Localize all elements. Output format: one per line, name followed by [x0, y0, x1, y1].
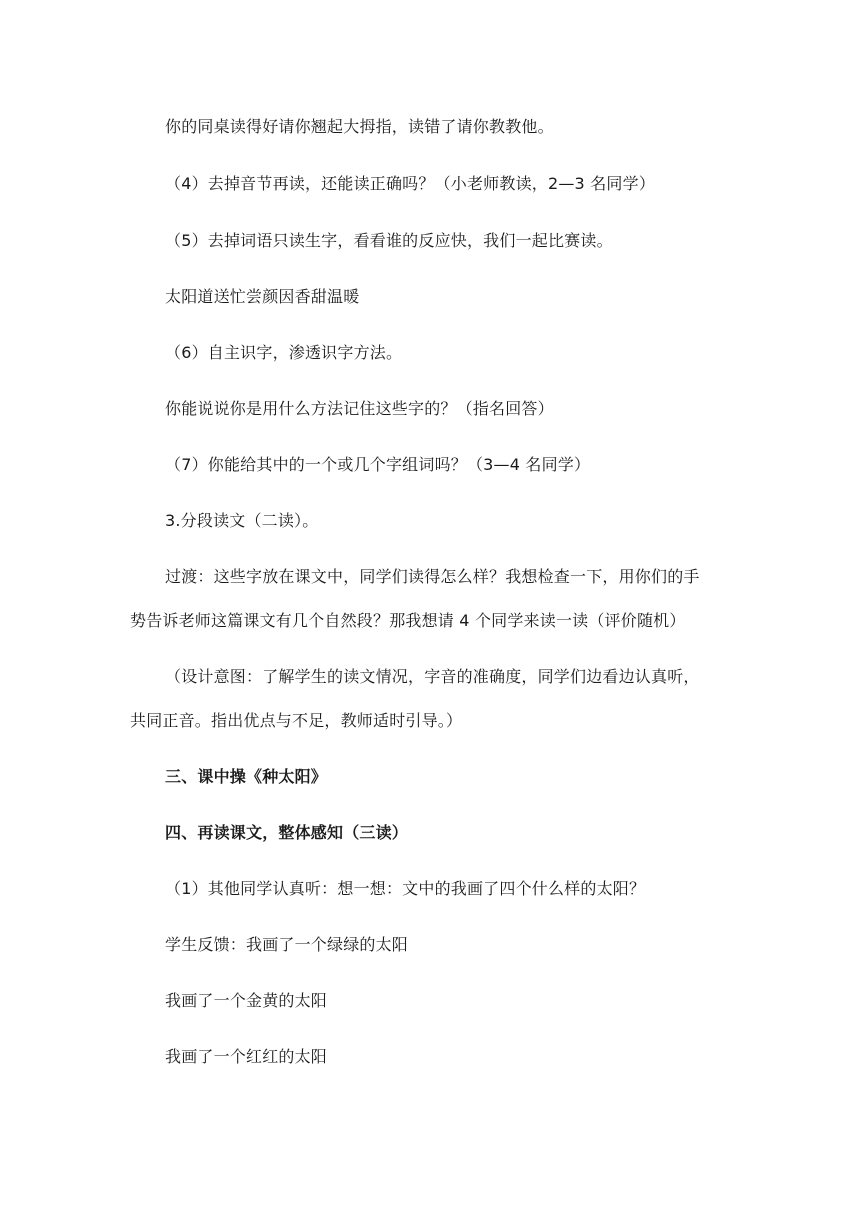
paragraph-line: （4）去掉音节再读，还能读正确吗？（小老师教读，2—3 名同学） [165, 174, 656, 193]
paragraph-line: （设计意图：了解学生的读文情况，字音的准确度，同学们边看边认真听， [165, 667, 700, 686]
paragraph-line: 过渡：这些字放在课文中，同学们读得怎么样？我想检查一下，用你们的手 [165, 567, 700, 586]
paragraph-line: 势告诉老师这篇课文有几个自然段？那我想请 4 个同学来读一读（评价随机） [130, 611, 686, 630]
paragraph-line: 共同正音。指出优点与不足，教师适时引导。） [130, 711, 463, 730]
paragraph-line: 3.分段读文（二读）。 [165, 511, 319, 530]
paragraph-line: 太阳道送忙尝颜因香甜温暖 [165, 287, 360, 306]
paragraph-line: 你能说说你是用什么方法记住这些字的？（指名回答） [165, 399, 554, 418]
paragraph-line: （1）其他同学认真听：想一想：文中的我画了四个什么样的太阳？ [165, 879, 646, 898]
paragraph-line: 学生反馈：我画了一个绿绿的太阳 [165, 935, 409, 954]
paragraph-line: 我画了一个红红的太阳 [165, 1047, 328, 1066]
paragraph-line: 你的同桌读得好请你翘起大拇指，读错了请你教教他。 [165, 117, 554, 136]
paragraph-line: （6）自主识字，渗透识字方法。 [165, 343, 403, 362]
paragraph-line: 我画了一个金黄的太阳 [165, 991, 328, 1010]
section-heading: 三、课中操《种太阳》 [165, 767, 328, 786]
paragraph-line: （7）你能给其中的一个或几个字组词吗？（3—4 名同学） [165, 455, 591, 474]
paragraph-line: （5）去掉词语只读生字，看看谁的反应快，我们一起比赛读。 [165, 231, 613, 250]
section-heading: 四、再读课文，整体感知（三读） [165, 823, 409, 842]
